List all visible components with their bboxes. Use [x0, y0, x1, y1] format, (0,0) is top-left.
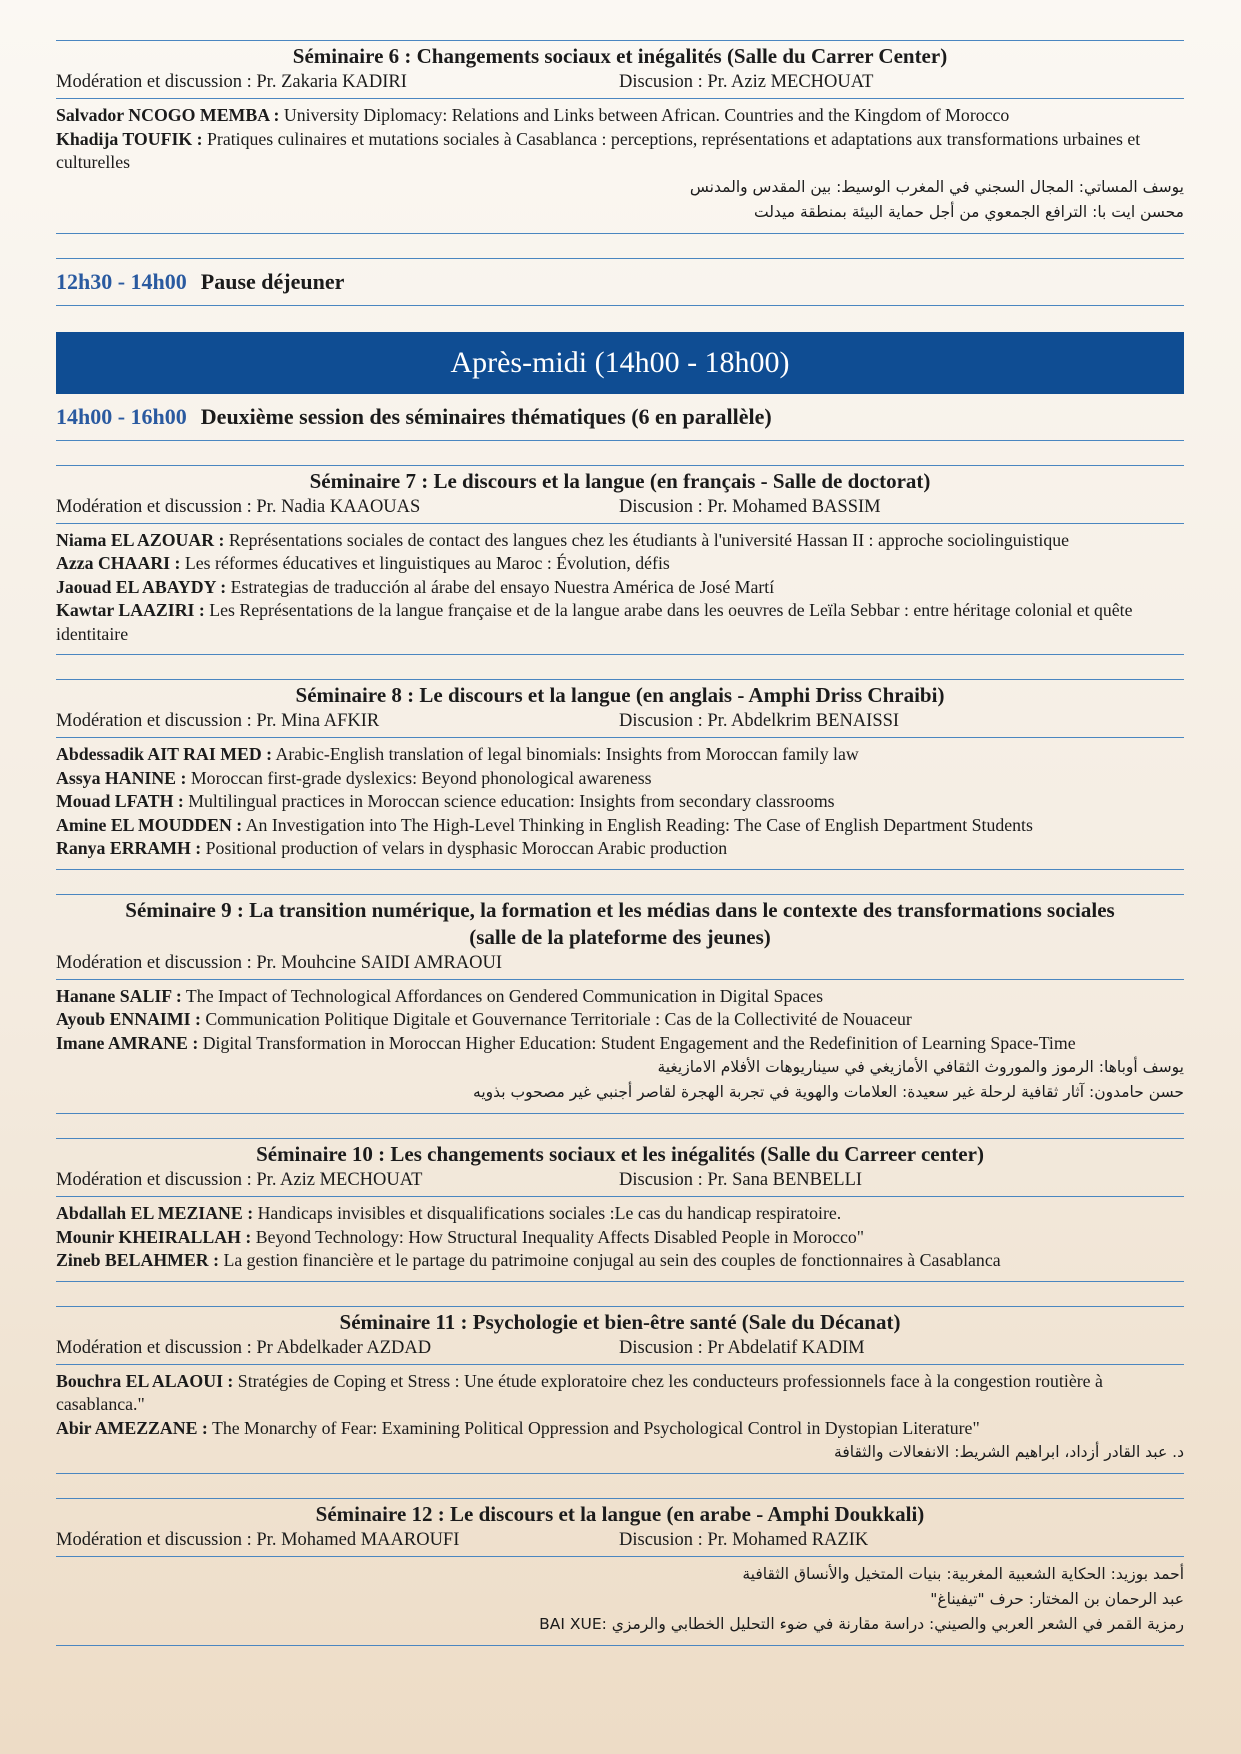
discussion: Discusion : Pr. Mohamed BASSIM	[619, 496, 881, 517]
seminar-8	[56, 679, 1184, 870]
moderation: Modération et discussion : Pr. Mina AFKIR	[56, 711, 380, 731]
talk-item	[56, 104, 1184, 128]
moderation-row	[56, 1336, 1184, 1364]
seminar-10	[56, 1138, 1184, 1282]
talk-author: Kawtar LAAZIRI :	[56, 600, 205, 620]
talk-author: Ayoub ENNAIMI :	[56, 1009, 201, 1029]
talk-title: Arabic-English translation of legal binomials: Insights from Moroccan family law	[272, 744, 859, 764]
moderation: Modération et discussion : Pr. Mouhcine SAIDI AMRAOUI	[56, 952, 503, 973]
talk-title: Stratégies de Coping et Stress : Une étude exploratoire chez les conducteurs professionnels face à la congestion routière à casablanca."	[56, 1370, 1103, 1414]
seminar-title-venue: (salle de la plateforme des jeunes)	[469, 924, 771, 949]
talk-item-arabic: د. عبد القادر أزداد، ابراهيم الشريط: الانفعالات والثقافة	[834, 1443, 1184, 1461]
talk-title: The Impact of Technological Affordances on Gendered Communication in Digital Spaces	[181, 985, 823, 1006]
talk-list	[56, 1365, 1184, 1474]
talk-title: Estrategias de traducción al árabe del ensayo Nuestra América de José Martí	[226, 576, 775, 597]
moderation: Modération et discussion : Pr. Nadia KAAOUAS	[56, 496, 421, 517]
talk-author: Hanane SALIF :	[56, 985, 182, 1006]
seminar-title: Séminaire 11 : Psychologie et bien-être santé (Sale du Décanat)	[339, 1309, 901, 1334]
talk-author: Jaouad EL ABAYDY :	[56, 576, 227, 597]
discussion: Discusion : Pr Abdelatif KADIM	[619, 1337, 865, 1358]
divider	[56, 465, 1184, 466]
talk-list	[56, 524, 1184, 655]
divider	[56, 1306, 1184, 1307]
talk-author: Niama EL AZOUAR :	[56, 529, 225, 550]
talk-title: La gestion financière et le partage du patrimoine conjugal au sein des couples de fonctionnaires à Casablanca	[219, 1250, 1001, 1270]
divider	[56, 679, 1184, 680]
moderation-row	[56, 1528, 1184, 1556]
seminar-9	[56, 894, 1184, 1115]
talk-author: Mouad LFATH :	[56, 791, 184, 811]
seminar-title: Séminaire 10 : Les changements sociaux et les inégalités (Salle du Carreer center)	[256, 1142, 984, 1166]
talk-title: Beyond Technology: How Structural Inequality Affects Disabled People in Morocco"	[251, 1226, 865, 1247]
talk-item	[56, 1008, 1184, 1032]
seminar-6	[56, 40, 1184, 234]
talk-item	[56, 767, 1184, 791]
seminar-title: Séminaire 6 : Changements sociaux et inégalités (Salle du Carrer Center)	[292, 44, 948, 68]
moderation-row	[56, 495, 1184, 523]
moderation: Modération et discussion : Pr Abdelkader AZDAD	[56, 1337, 432, 1358]
talk-author: Azza CHAARI :	[56, 553, 181, 573]
talk-item	[56, 1202, 1184, 1226]
talk-item	[56, 599, 1184, 646]
talk-item-arabic: عبد الرحمان بن المختار: حرف "تيفيناغ"	[930, 1590, 1184, 1608]
divider	[56, 1138, 1184, 1139]
talk-title: An Investigation into The High-Level Thinking in English Reading: The Case of English Department Students	[242, 814, 1033, 835]
talk-item	[56, 985, 1184, 1009]
talk-item	[56, 1370, 1184, 1417]
talk-title: Les Représentations de la langue française et de la langue arabe dans les oeuvres de Leïla Sebbar : entre héritage colonial et quête identitaire	[56, 600, 1133, 644]
seminar-7	[56, 465, 1184, 656]
talk-author: Assya HANINE :	[56, 767, 187, 788]
talk-title: Handicaps invisibles et disqualifications sociales :Le cas du handicap respiratoire.	[253, 1203, 842, 1223]
talk-item	[56, 576, 1184, 600]
talk-title: Communication Politique Digitale et Gouvernance Territoriale : Cas de la Collectivité de Nouaceur	[200, 1009, 912, 1029]
seminar-title: Séminaire 12 : Le discours et la langue (en arabe - Amphi Doukkali)	[315, 1502, 925, 1526]
discussion: Discusion : Pr. Mohamed RAZIK	[619, 1530, 869, 1550]
talk-item	[56, 1226, 1184, 1250]
talk-title: The Monarchy of Fear: Examining Political Oppression and Psychological Control in Dystopian Literature"	[207, 1417, 980, 1438]
talk-item-arabic: BAI XUE: رمزية القمر في الشعر العربي والصيني: دراسة مقارنة في ضوء التحليل الخطابي والرمزي	[539, 1615, 1184, 1633]
moderation-row	[56, 70, 1184, 98]
talk-title: Positional production of velars in dysphasic Moroccan Arabic production	[201, 838, 728, 858]
moderation: Modération et discussion : Pr. Zakaria KADIRI	[56, 72, 407, 92]
talk-title: Représentations sociales de contact des langues chez les étudiants à l'université Hassan II : approche sociolinguistique	[224, 529, 1070, 550]
session-row	[56, 394, 1184, 440]
talk-item	[56, 128, 1184, 175]
talk-author: Ranya ERRAMH :	[56, 838, 202, 858]
moderation-row	[56, 1168, 1184, 1196]
discussion: Discusion : Pr. Aziz MECHOUAT	[619, 72, 874, 92]
divider	[56, 1645, 1184, 1646]
talk-item-arabic: يوسف أوباها: الرموز والموروث الثقافي الأمازيغي في سيناريوهات الأفلام الامازيغية	[657, 1058, 1184, 1076]
seminar-11	[56, 1306, 1184, 1475]
seminar-title: Séminaire 8 : Le discours et la langue (en anglais - Amphi Driss Chraibi)	[295, 683, 945, 707]
time-slot-label: Pause déjeuner	[200, 268, 345, 294]
talk-author: Khadija TOUFIK :	[56, 128, 203, 149]
talk-item	[56, 1032, 1184, 1056]
talk-title: University Diplomacy: Relations and Links between African. Countries and the Kingdom of Morocco	[279, 105, 1010, 125]
talk-title: Les réformes éducatives et linguistiques au Maroc : Évolution, défis	[180, 553, 670, 573]
moderation: Modération et discussion : Pr. Aziz MECHOUAT	[56, 1170, 423, 1190]
talk-item	[56, 1249, 1184, 1273]
moderation: Modération et discussion : Pr. Mohamed MAAROUFI	[56, 1530, 460, 1550]
talk-list	[56, 1557, 1184, 1645]
talk-title: Moroccan first-grade dyslexics: Beyond phonological awareness	[186, 767, 652, 788]
divider	[56, 1498, 1184, 1499]
talk-item	[56, 814, 1184, 838]
talk-item	[56, 837, 1184, 861]
talk-item	[56, 790, 1184, 814]
talk-author: Mounir KHEIRALLAH :	[56, 1226, 252, 1247]
talk-list	[56, 1197, 1184, 1281]
divider	[56, 305, 1184, 306]
seminar-12	[56, 1498, 1184, 1646]
talk-author: Abdessadik AIT RAI MED :	[56, 744, 273, 764]
program-content	[56, 40, 1184, 1646]
talk-item	[56, 552, 1184, 576]
time-slot-label: Deuxième session des séminaires thématiques (6 en parallèle)	[200, 403, 772, 429]
seminar-title: Séminaire 7 : Le discours et la langue (en français - Salle de doctorat)	[309, 468, 931, 493]
talk-item	[56, 529, 1184, 553]
talk-item	[56, 1417, 1184, 1441]
talk-title: Pratiques culinaires et mutations sociales à Casablanca : perceptions, représentations et adaptations aux transformations urbaines et culturelles	[56, 128, 1141, 172]
talk-item-arabic: يوسف المساتي: المجال السجني في المغرب الوسيط: بين المقدس والمدنس	[689, 177, 1184, 196]
talk-author: Abir AMEZZANE :	[56, 1417, 208, 1438]
lunch-break-row	[56, 259, 1184, 305]
talk-item-arabic: أحمد بوزيد: الحكاية الشعبية المغربية: بنيات المتخيل والأنساق الثقافية	[742, 1565, 1184, 1583]
talk-author: Amine EL MOUDDEN :	[56, 814, 243, 835]
talk-author: Bouchra EL ALAOUI :	[56, 1370, 234, 1391]
talk-list	[56, 99, 1184, 233]
talk-author: Abdallah EL MEZIANE :	[56, 1203, 254, 1223]
moderation-row	[56, 709, 1184, 737]
talk-author: Imane AMRANE :	[56, 1032, 199, 1053]
talk-author: Zineb BELAHMER :	[56, 1250, 220, 1270]
talk-author: Salvador NCOGO MEMBA :	[56, 105, 280, 125]
talk-item-arabic: محسن ايت با: الترافع الجمعوي من أجل حماية البيئة بمنطقة ميدلت	[753, 202, 1184, 221]
discussion: Discusion : Pr. Abdelkrim BENAISSI	[619, 711, 900, 731]
talk-item	[56, 743, 1184, 767]
divider	[56, 40, 1184, 41]
time-slot: 14h00 - 16h00	[56, 403, 187, 429]
talk-title: Multilingual practices in Moroccan science education: Insights from secondary classrooms	[183, 791, 835, 811]
seminar-title: Séminaire 9 : La transition numérique, la formation et les médias dans le contexte des transformations sociales	[125, 897, 1115, 922]
moderation-row	[56, 951, 1184, 979]
discussion: Discusion : Pr. Sana BENBELLI	[619, 1170, 863, 1190]
talk-item-arabic: حسن حامدون: آثار ثقافية لرحلة غير سعيدة: العلامات والهوية في تجربة الهجرة لقاصر أجنبي غير مصحوب بذويه	[473, 1083, 1184, 1101]
afternoon-banner: Après-midi (14h00 - 18h00)	[56, 332, 1184, 394]
divider	[56, 894, 1184, 895]
talk-list	[56, 738, 1184, 869]
time-slot: 12h30 - 14h00	[56, 268, 187, 294]
talk-title: Digital Transformation in Moroccan Higher Education: Student Engagement and the Redefinition of Learning Space-Time	[198, 1032, 1076, 1053]
talk-list	[56, 980, 1184, 1114]
